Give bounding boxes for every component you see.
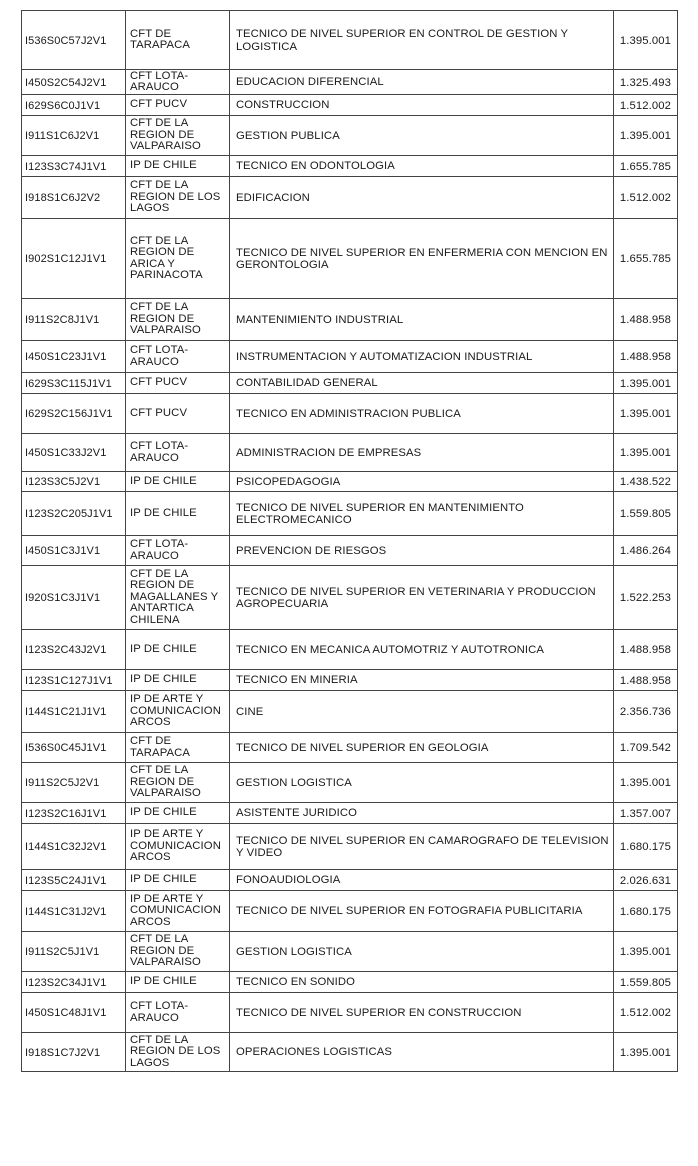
cell-code: I123S5C24J1V1 bbox=[22, 870, 126, 891]
cell-program: TECNICO DE NIVEL SUPERIOR EN CONSTRUCCION bbox=[230, 993, 614, 1033]
table-row bbox=[22, 472, 678, 492]
cell-institution: IP DE ARTE Y COMUNICACION ARCOS bbox=[126, 691, 230, 733]
table-row bbox=[22, 993, 678, 1033]
cell-amount: 1.395.001 bbox=[614, 373, 678, 394]
cell-amount: 1.395.001 bbox=[614, 394, 678, 434]
cell-program: ADMINISTRACION DE EMPRESAS bbox=[230, 434, 614, 472]
cell-program: EDIFICACION bbox=[230, 177, 614, 219]
cell-code: I123S2C34J1V1 bbox=[22, 972, 126, 993]
cell-program: CINE bbox=[230, 691, 614, 733]
cell-institution: CFT LOTA-ARAUCO bbox=[126, 70, 230, 95]
cell-institution: IP DE ARTE Y COMUNICACION ARCOS bbox=[126, 891, 230, 932]
cell-program: GESTION LOGISTICA bbox=[230, 763, 614, 803]
cell-code: I911S2C5J2V1 bbox=[22, 763, 126, 803]
cell-code: I536S0C45J1V1 bbox=[22, 733, 126, 763]
cell-amount: 2.026.631 bbox=[614, 870, 678, 891]
table-row bbox=[22, 932, 678, 972]
cell-institution: CFT LOTA-ARAUCO bbox=[126, 434, 230, 472]
cell-program: CONTABILIDAD GENERAL bbox=[230, 373, 614, 394]
cell-institution: CFT DE LA REGION DE VALPARAISO bbox=[126, 116, 230, 156]
cell-amount: 1.395.001 bbox=[614, 116, 678, 156]
table-row bbox=[22, 116, 678, 156]
cell-institution: IP DE CHILE bbox=[126, 870, 230, 891]
cell-code: I920S1C3J1V1 bbox=[22, 566, 126, 630]
cell-program: MANTENIMIENTO INDUSTRIAL bbox=[230, 299, 614, 341]
cell-program: TECNICO EN MINERIA bbox=[230, 670, 614, 691]
cell-institution: CFT DE LA REGION DE ARICA Y PARINACOTA bbox=[126, 219, 230, 299]
cell-program: OPERACIONES LOGISTICAS bbox=[230, 1033, 614, 1072]
cell-amount: 1.655.785 bbox=[614, 156, 678, 177]
cell-institution: CFT PUCV bbox=[126, 373, 230, 394]
careers-table bbox=[21, 10, 678, 1072]
table-row bbox=[22, 95, 678, 116]
table-row bbox=[22, 891, 678, 932]
cell-code: I450S1C23J1V1 bbox=[22, 341, 126, 373]
cell-amount: 1.709.542 bbox=[614, 733, 678, 763]
cell-amount: 1.357.007 bbox=[614, 803, 678, 824]
table-row bbox=[22, 733, 678, 763]
cell-program: TECNICO DE NIVEL SUPERIOR EN MANTENIMIENTO ELECTROMECANICO bbox=[230, 492, 614, 536]
cell-amount: 1.559.805 bbox=[614, 972, 678, 993]
cell-code: I123S3C74J1V1 bbox=[22, 156, 126, 177]
cell-amount: 1.512.002 bbox=[614, 993, 678, 1033]
table-row bbox=[22, 373, 678, 394]
table-row bbox=[22, 630, 678, 670]
table-row bbox=[22, 434, 678, 472]
cell-amount: 1.486.264 bbox=[614, 536, 678, 566]
cell-program: INSTRUMENTACION Y AUTOMATIZACION INDUSTRIAL bbox=[230, 341, 614, 373]
table-row bbox=[22, 299, 678, 341]
cell-institution: IP DE CHILE bbox=[126, 156, 230, 177]
cell-program: CONSTRUCCION bbox=[230, 95, 614, 116]
cell-amount: 1.438.522 bbox=[614, 472, 678, 492]
cell-institution: CFT DE LA REGION DE VALPARAISO bbox=[126, 932, 230, 972]
table-row bbox=[22, 1033, 678, 1072]
cell-code: I450S2C54J2V1 bbox=[22, 70, 126, 95]
table-row bbox=[22, 341, 678, 373]
cell-institution: CFT DE LA REGION DE VALPARAISO bbox=[126, 763, 230, 803]
cell-institution: CFT DE LA REGION DE LOS LAGOS bbox=[126, 1033, 230, 1072]
cell-code: I629S3C115J1V1 bbox=[22, 373, 126, 394]
cell-institution: CFT DE TARAPACA bbox=[126, 733, 230, 763]
cell-program: ASISTENTE JURIDICO bbox=[230, 803, 614, 824]
cell-program: TECNICO DE NIVEL SUPERIOR EN FOTOGRAFIA PUBLICITARIA bbox=[230, 891, 614, 932]
cell-amount: 1.512.002 bbox=[614, 95, 678, 116]
cell-amount: 1.559.805 bbox=[614, 492, 678, 536]
cell-amount: 1.680.175 bbox=[614, 824, 678, 870]
cell-institution: IP DE CHILE bbox=[126, 670, 230, 691]
cell-institution: IP DE ARTE Y COMUNICACION ARCOS bbox=[126, 824, 230, 870]
cell-program: PSICOPEDAGOGIA bbox=[230, 472, 614, 492]
cell-institution: CFT LOTA-ARAUCO bbox=[126, 341, 230, 373]
table-row bbox=[22, 394, 678, 434]
cell-program: TECNICO DE NIVEL SUPERIOR EN CAMAROGRAFO DE TELEVISION Y VIDEO bbox=[230, 824, 614, 870]
cell-amount: 1.395.001 bbox=[614, 932, 678, 972]
cell-institution: IP DE CHILE bbox=[126, 472, 230, 492]
cell-institution: CFT DE LA REGION DE MAGALLANES Y ANTARTICA CHILENA bbox=[126, 566, 230, 630]
cell-institution: IP DE CHILE bbox=[126, 492, 230, 536]
cell-amount: 1.395.001 bbox=[614, 11, 678, 70]
table-row bbox=[22, 803, 678, 824]
cell-code: I123S2C16J1V1 bbox=[22, 803, 126, 824]
cell-program: TECNICO EN ADMINISTRACION PUBLICA bbox=[230, 394, 614, 434]
cell-code: I918S1C7J2V1 bbox=[22, 1033, 126, 1072]
cell-code: I911S1C6J2V1 bbox=[22, 116, 126, 156]
table-row bbox=[22, 156, 678, 177]
table-row bbox=[22, 70, 678, 95]
table-row bbox=[22, 566, 678, 630]
cell-institution: CFT LOTA-ARAUCO bbox=[126, 536, 230, 566]
cell-institution: IP DE CHILE bbox=[126, 803, 230, 824]
cell-institution: IP DE CHILE bbox=[126, 630, 230, 670]
table-row bbox=[22, 691, 678, 733]
cell-code: I123S3C5J2V1 bbox=[22, 472, 126, 492]
table-row bbox=[22, 972, 678, 993]
cell-code: I144S1C32J2V1 bbox=[22, 824, 126, 870]
cell-program: TECNICO EN MECANICA AUTOMOTRIZ Y AUTOTRONICA bbox=[230, 630, 614, 670]
careers-table-body bbox=[22, 11, 678, 1072]
cell-program: GESTION LOGISTICA bbox=[230, 932, 614, 972]
cell-code: I144S1C21J1V1 bbox=[22, 691, 126, 733]
cell-code: I902S1C12J1V1 bbox=[22, 219, 126, 299]
table-row bbox=[22, 11, 678, 70]
cell-amount: 1.488.958 bbox=[614, 341, 678, 373]
table-row bbox=[22, 492, 678, 536]
cell-institution: CFT DE LA REGION DE LOS LAGOS bbox=[126, 177, 230, 219]
cell-code: I123S2C43J2V1 bbox=[22, 630, 126, 670]
cell-code: I911S2C8J1V1 bbox=[22, 299, 126, 341]
cell-amount: 1.395.001 bbox=[614, 434, 678, 472]
cell-institution: CFT PUCV bbox=[126, 394, 230, 434]
table-row bbox=[22, 536, 678, 566]
cell-amount: 1.512.002 bbox=[614, 177, 678, 219]
table-row bbox=[22, 219, 678, 299]
cell-code: I536S0C57J2V1 bbox=[22, 11, 126, 70]
cell-amount: 1.655.785 bbox=[614, 219, 678, 299]
table-row bbox=[22, 824, 678, 870]
cell-amount: 1.680.175 bbox=[614, 891, 678, 932]
cell-amount: 1.325.493 bbox=[614, 70, 678, 95]
cell-program: PREVENCION DE RIESGOS bbox=[230, 536, 614, 566]
table-row bbox=[22, 670, 678, 691]
cell-institution: CFT PUCV bbox=[126, 95, 230, 116]
cell-amount: 1.488.958 bbox=[614, 299, 678, 341]
table-row bbox=[22, 763, 678, 803]
cell-program: TECNICO DE NIVEL SUPERIOR EN VETERINARIA Y PRODUCCION AGROPECUARIA bbox=[230, 566, 614, 630]
cell-institution: IP DE CHILE bbox=[126, 972, 230, 993]
cell-program: TECNICO EN SONIDO bbox=[230, 972, 614, 993]
cell-amount: 1.488.958 bbox=[614, 670, 678, 691]
cell-program: EDUCACION DIFERENCIAL bbox=[230, 70, 614, 95]
cell-code: I123S2C205J1V1 bbox=[22, 492, 126, 536]
cell-institution: CFT DE LA REGION DE VALPARAISO bbox=[126, 299, 230, 341]
cell-institution: CFT LOTA-ARAUCO bbox=[126, 993, 230, 1033]
cell-code: I918S1C6J2V2 bbox=[22, 177, 126, 219]
cell-code: I629S2C156J1V1 bbox=[22, 394, 126, 434]
cell-code: I450S1C48J1V1 bbox=[22, 993, 126, 1033]
cell-amount: 1.395.001 bbox=[614, 763, 678, 803]
cell-code: I629S6C0J1V1 bbox=[22, 95, 126, 116]
cell-amount: 1.395.001 bbox=[614, 1033, 678, 1072]
cell-code: I911S2C5J1V1 bbox=[22, 932, 126, 972]
cell-program: TECNICO DE NIVEL SUPERIOR EN GEOLOGIA bbox=[230, 733, 614, 763]
table-row bbox=[22, 870, 678, 891]
cell-amount: 1.488.958 bbox=[614, 630, 678, 670]
cell-amount: 2.356.736 bbox=[614, 691, 678, 733]
cell-institution: CFT DE TARAPACA bbox=[126, 11, 230, 70]
cell-code: I450S1C33J2V1 bbox=[22, 434, 126, 472]
table-row bbox=[22, 177, 678, 219]
cell-program: FONOAUDIOLOGIA bbox=[230, 870, 614, 891]
cell-program: TECNICO DE NIVEL SUPERIOR EN CONTROL DE GESTION Y LOGISTICA bbox=[230, 11, 614, 70]
cell-program: TECNICO EN ODONTOLOGIA bbox=[230, 156, 614, 177]
cell-code: I144S1C31J2V1 bbox=[22, 891, 126, 932]
cell-code: I450S1C3J1V1 bbox=[22, 536, 126, 566]
cell-program: TECNICO DE NIVEL SUPERIOR EN ENFERMERIA CON MENCION EN GERONTOLOGIA bbox=[230, 219, 614, 299]
cell-program: GESTION PUBLICA bbox=[230, 116, 614, 156]
cell-amount: 1.522.253 bbox=[614, 566, 678, 630]
cell-code: I123S1C127J1V1 bbox=[22, 670, 126, 691]
